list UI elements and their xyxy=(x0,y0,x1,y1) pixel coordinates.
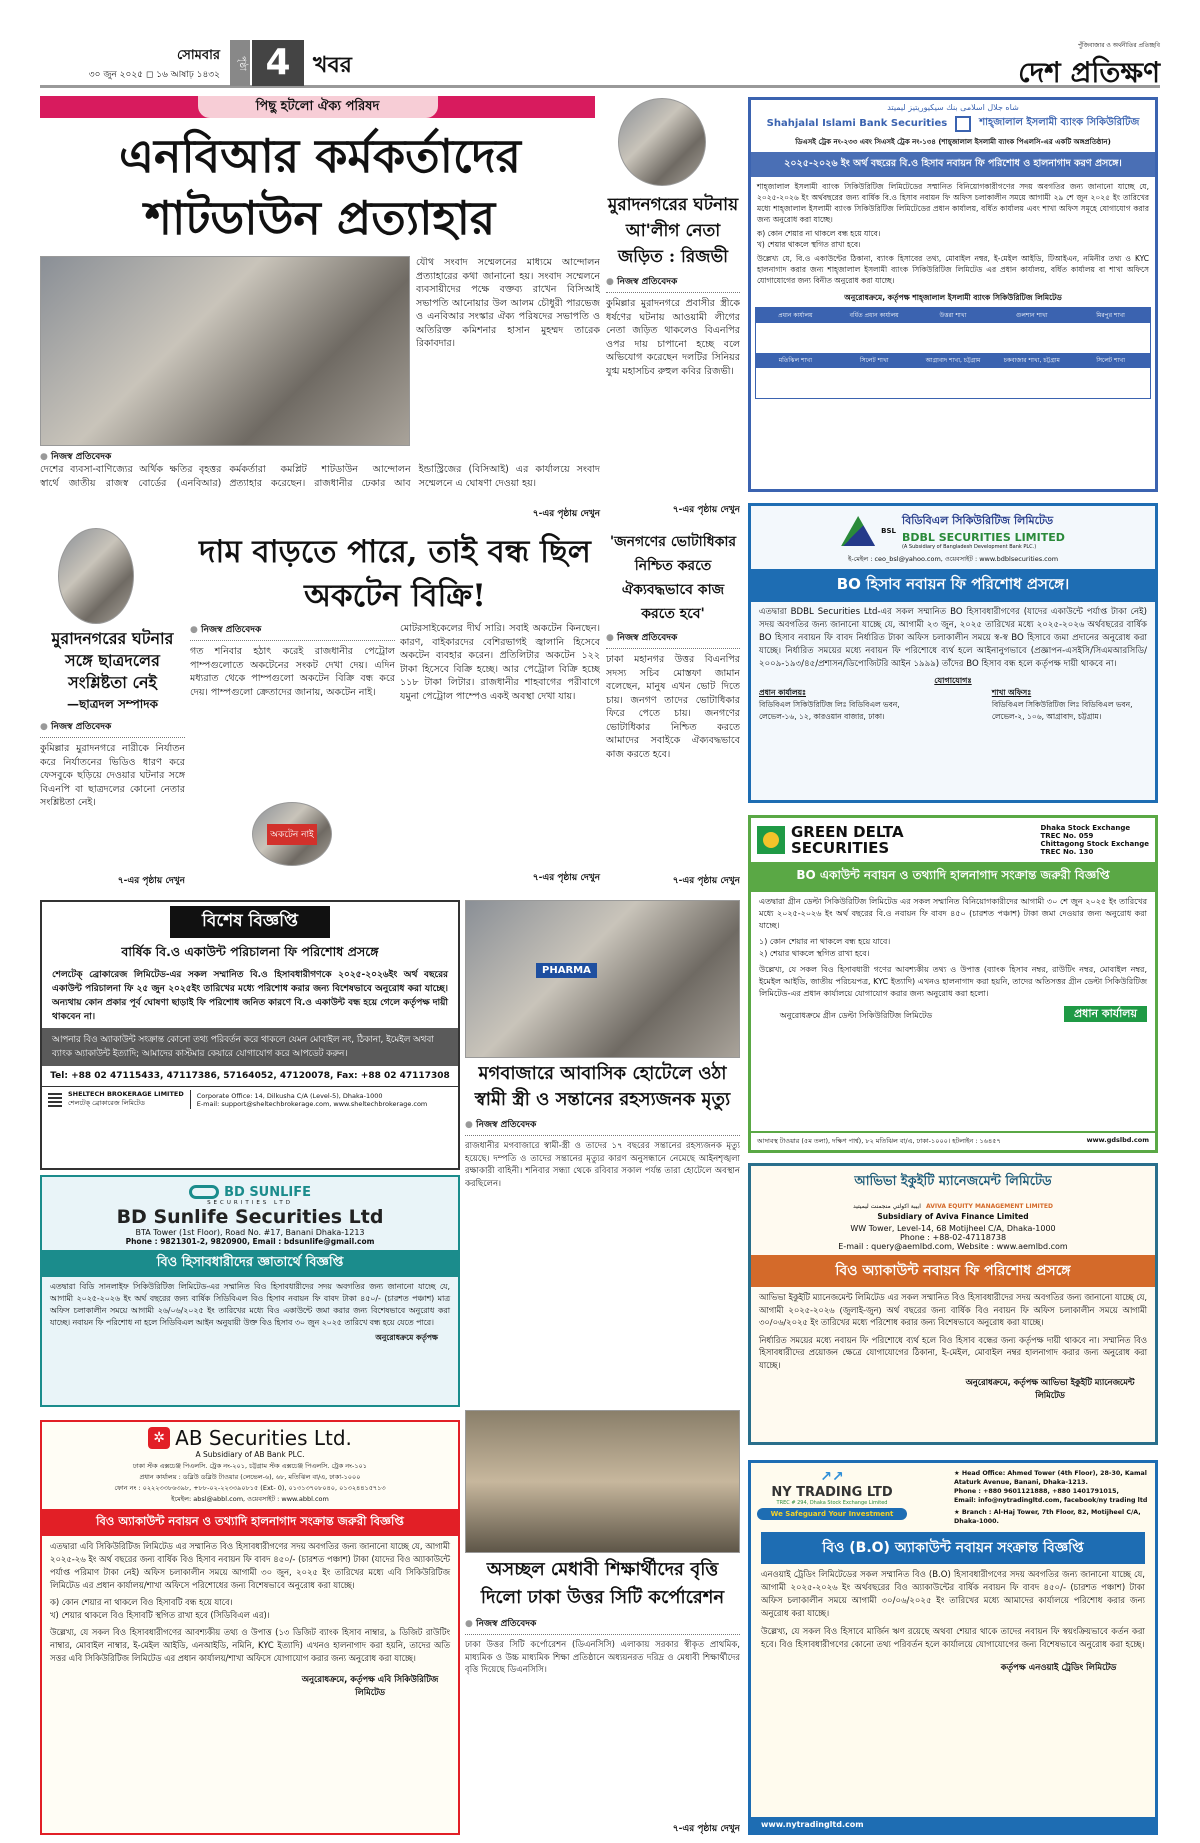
table-header: মতিঝিল শাখা xyxy=(756,353,835,368)
octane-body-continued: মোটরসাইকেলের দীর্ঘ সারি। সবাই অকটেন কিনছেন। কারণ, বাইকারদের বেশিরভাগই জ্বালানি হিসেবে অকটেন ব্যবহার করেন। প্রতিলিটার অকটেন ১২২ টাকা হিসেবে বিক্রি হচ্ছে। আর পেট্রোল বিক্রি হচ্ছে ১১৮ টাকা লিটার। রাজধানীর শাহবাগের পরীবাগে যমুনা পেট্রোল পাম্পেও একই অবস্থা দেখা যায়। xyxy=(400,623,600,702)
rizvi-more-link[interactable]: ৭-এর পৃষ্ঠায় দেখুন xyxy=(672,505,740,515)
sheltech-logo-icon xyxy=(48,1093,62,1107)
lead-body-continued: দেশের ব্যবসা-বাণিজ্যের অর্থিক ক্ষতির বৃহত্তর স্বার্থে জাতীয় রাজস্ব বোর্ডের (এনবিআর) কর্মকর্তারা কমপ্লিট শাটডাউন আন্দোলন প্রত্যাহার করেছেন। রাজধানীর ঢেকার আব ইন্ডাস্ট্রিজের (বিসিআই) এর কার্যালয়ে সংবাদ সম্মেলনে এ ঘোষণা দেওয়া হয়। xyxy=(40,464,600,489)
greendelta-website[interactable]: www.gdslbd.com xyxy=(1086,1136,1149,1144)
nytrading-website[interactable]: www.nytradingltd.com xyxy=(751,1817,1155,1832)
greendelta-trec-2: TREC No. 130 xyxy=(1040,848,1094,856)
shahjalal-item-a: ক) কোন শেয়ার না থাকলে বন্ধ হয়ে যাবে। xyxy=(757,229,881,238)
masthead-logo: দেশ প্রতিক্ষণ xyxy=(1018,56,1160,89)
octane-headline[interactable]: দাম বাড়তে পারে, তাই বন্ধ ছিল অকটেন বিক্রি! xyxy=(199,534,591,614)
ad-nytrading xyxy=(748,1460,1158,1835)
header-date: ৩০ জুন ২০২৫ ◻ ১৬ আষাঢ় ১৪৩২ xyxy=(88,70,220,80)
bdsunlife-logo: BD SUNLIFE xyxy=(224,1185,311,1200)
shahjalal-name-en: Shahjalal Islami Bank Securities xyxy=(766,118,948,129)
scholarship-more-link[interactable]: ৭-এর পৃষ্ঠায় দেখুন xyxy=(672,1824,740,1834)
greendelta-body: এতদ্বারা গ্রীন ডেল্টা সিকিউরিটিজ লিমিটেড এর সকল সম্মানিত বিনিয়োগকারীদের আগামী ৩০ শে জুন ২০২৫ ইং তারিখের মধ্যে ২০২৫-২০২৬ ইং অর্থ বছরের বি.ও নবায়ন ফি বাবদ ৪৫০ (চারশত পঞ্চাশ) টাকা জমা দেওয়ার জন্য অনুরোধ করা যাচ্ছে। xyxy=(759,897,1147,930)
nytrading-sign: কর্তৃপক্ষ এনওয়াই ট্রেডিং লিমিটেড xyxy=(1000,1663,1117,1673)
shahjalal-body2: উল্লেখ্য যে, বি.ও একাউন্টের ঠিকানা, ব্যাংক হিসাবের তথ্য, মোবাইল নম্বর, ই-মেইল আইডি, টিআইএন, নমিনীর তথ্য ও KYC হালনাগাদ করার জন্য শাহ্জালাল ইসলামী ব্যাংক সিকিউরিটিজ লিমিটেড এর প্রধান কার্যালয়, বর্ধিত কার্যালয় বা শাখা অফিসে যোগাযোগের জন্য বিনীত অনুরোধ করা যাচ্ছে। xyxy=(757,254,1149,285)
masthead-tagline: পুঁজিবাজার ও অর্থনীতির প্রতিচ্ছবি xyxy=(1077,42,1160,49)
ad-absecurities xyxy=(40,1420,460,1835)
lead-body: যৌথ সংবাদ সম্মেলনের মাধ্যমে আন্দোলন প্রত্যাহারের কথা জানানো হয়। সংবাদ সম্মেলনে ব্যবসায়ীদের পক্ষে বক্তব্য রাখেন বিসিআই সভাপতি আনোয়ার উল আলম চৌধুরী পারভেজ ও এনবিআর সংস্কার ঐক্য পরিষদের সভাপতি ও অতিরিক্ত কমিশনার হাসান মুহম্মদ তারেক রিকাবদার। xyxy=(416,257,600,349)
scholarship-headline[interactable]: অসচ্ছল মেধাবী শিক্ষার্থীদের বৃত্তি দিলো ঢাকা উত্তর সিটি কর্পোরেশন xyxy=(480,1559,725,1608)
bdbl-branch-label: শাখা অফিসঃ xyxy=(991,688,1032,697)
shahjalal-item-b: খ) শেয়ার থাকলে স্থগিত রাখা হবে। xyxy=(757,240,861,249)
voting-body: ঢাকা মহানগর উত্তর বিএনপির সদস্য সচিব মোস্তফা জামান বলেছেন, মানুষ এখন ভোট দিতে চায়। জনগণ তাদের ভোটাধিকার ফিরে পেতে চায়। জনগণের ভোটাধিকার নিশ্চিত করতে আমাদের সবাইকে ঐক্যবদ্ধভাবে কাজ করতে হবে। xyxy=(606,654,740,760)
table-header: চকবাজার শাখা, চট্টগ্রাম xyxy=(992,353,1071,368)
lead-kicker-bar xyxy=(40,96,595,118)
bdsunlife-body: এতদ্বারা বিডি সানলাইফ সিকিউরিটিজ লিমিটেড-এর সম্মানিত বিও হিসাবধারীদের সদয় অবগতির জন্য জানানো যাচ্ছে যে, আগামী ২০২৫-২০২৬ ইং অর্থ বছরের জন্য বার্ষিক সিডিবিএল বিও হিসাব নবায়ন ফি বাবদ টাকা ৪৫০/- (চারশত পঞ্চাশ) মাত্র অফিস চলাকালীন সময়ে আগামী ২৬/০৬/২০২৫ ইং তারিখের মধ্যে বিও একাউন্টে জমা করার জন্য বিশেষভাবে অনুরোধ করা যাচ্ছে। নবায়ন ফি পরিশোধ না হলে সিডিবিএল আইন অনুযায়ী উক্ত বিও হিসাব ৩০ জুন ২০২৫ তারিখে বন্ধ হয়ে যেতে পারে। xyxy=(50,1282,450,1327)
rizvi-photo xyxy=(618,98,706,186)
scholarship-byline: ● নিজস্ব প্রতিবেদক xyxy=(465,1616,740,1635)
scholarship-body: ঢাকা উত্তর সিটি কর্পোরেশন (ডিএনসিসি) এলাকায় সরকার স্বীকৃত প্রাথমিক, মাধ্যমিক ও উচ্চ মাধ্যমিক শিক্ষা প্রতিষ্ঠানে অধ্যয়নরত দরিদ্র ও মেধাবী শিক্ষার্থীদের বৃত্তি দিয়েছে ডিএনসিসি। xyxy=(465,1640,740,1675)
shahjalal-branch-table xyxy=(755,307,1151,399)
bdsunlife-address: BTA Tower (1st Floor), Road No. #17, Banani Dhaka-1213 xyxy=(135,1228,365,1237)
section-name: খবর xyxy=(313,53,352,78)
chhatradal-subhead: —ছাত্রদল সম্পাদক xyxy=(66,697,158,711)
bdsunlife-logo-icon xyxy=(189,1185,219,1199)
greendelta-exchange-1: Dhaka Stock Exchange xyxy=(1040,824,1131,832)
table-header: প্রধান কার্যালয় xyxy=(756,308,835,323)
voting-headline[interactable]: 'জনগণের ভোটাধিকার নিশ্চিত করতে ঐক্যবদ্ধভাবে কাজ করতে হবে' xyxy=(609,534,737,622)
chhatradal-body: কুমিল্লার মুরাদনগরে নারীকে নির্যাতন করে নির্যাতনের ভিডিও ধারণ করে ফেসবুকে ছড়িয়ে দেওয়ার ঘটনার সঙ্গে বিএনপি বা ছাত্রদলের কোনো নেতার সংশ্লিষ্টতা নেই। xyxy=(40,743,185,808)
octane-byline: ● নিজস্ব প্রতিবেদক xyxy=(190,622,395,641)
greendelta-exchange-2: Chittagong Stock Exchange xyxy=(1040,840,1149,848)
scholarship-photo xyxy=(465,1410,740,1553)
hotel-body: রাজধানীর মগবাজারে স্বামী-স্ত্রী ও তাদের ১৭ বছরের সন্তানের রহস্যজনক মৃত্যু হয়েছে। দম্পতি ও তাদের সন্তানের মৃত্যুর কারণ অনুসন্ধানে নেমেছে আইনশৃঙ্খলা রক্ষাকারী বাহিনী। শনিবার সন্ধ্যা থেকে রবিবার সকাল পর্যন্ত তারা হোটেলে অবস্থান করছিলেন। xyxy=(465,1141,740,1189)
nytrading-branch: ★ Branch : Al-Haj Tower, 7th Floor, 82, Motijheel C/A, Dhaka-1000. xyxy=(954,1509,1141,1525)
aviva-name-en: AVIVA EQUITY MANAGEMENT LIMITED xyxy=(926,1203,1053,1210)
sheltech-email: E-mail: support@sheltechbrokerage.com, www.sheltechbrokerage.com xyxy=(196,1099,428,1108)
aviva-body2: নির্ধারিত সময়ের মধ্যে নবায়ন ফি পরিশোধে ব্যর্থ হলে বিও হিসাব বন্ধের জন্য কর্তৃপক্ষ দায়ী থাকবে না। সম্মানিত বিও হিসাবধারীদের প্রয়োজন ক্ষেত্রে যোগাযোগের ঠিকানা, ই-মেইল, মোবাইল নম্বর হালনাগাদ করার জন্য অনুরোধ করা যাচ্ছে। xyxy=(759,1334,1147,1370)
greendelta-name: GREEN DELTA SECURITIES xyxy=(791,823,904,857)
chhatradal-more-link[interactable]: ৭-এর পৃষ্ঠায় দেখুন xyxy=(117,876,185,886)
aviva-name-bn: আভিভা ইকুইটি ম্যানেজমেন্ট লিমিটেড xyxy=(854,1174,1052,1189)
aviva-subsidiary: Subsidiary of Aviva Finance Limited xyxy=(877,1212,1029,1221)
ad-sheltech xyxy=(40,900,460,1170)
chhatradal-headline[interactable]: মুরাদনগরের ঘটনার সঙ্গে ছাত্রদলের সংশ্লিষ্টতা নেই xyxy=(51,629,174,692)
bdbl-logo xyxy=(841,516,875,546)
table-header: সিলেট শাখা xyxy=(835,353,914,368)
bdbl-subsidiary: (A Subsidiary of Bangladesh Development Bank PLC.) xyxy=(901,544,1037,550)
sheltech-body: শেলটেক্ ব্রোকারেজ লিমিটেড-এর সকল সম্মানিত বি.ও হিসাবধারীগণকে ২০২৫-২০২৬ইং অর্থ বছরের একাউন্ট পরিচালনা ফি ২৫ জুন ২০২৫ইং তারিখের মধ্যে পরিশোধ করার জন্য বিশেষভাবে অনুরোধ করা যাচ্ছে। অন্যথায় কোন প্রকার পূর্ব ঘোষণা ছাড়াই ফি পরিশোধ জনিত কারণে বি.ও একাউন্ট বন্ধ হয়ে গেলে কর্তৃপক্ষ দায়ী থাকবেন না। xyxy=(52,970,448,1022)
ad-aviva xyxy=(748,1163,1158,1445)
absec-sign: অনুরোধক্রমে, কর্তৃপক্ষ এবি সিকিউরিটিজ লিমিটেড xyxy=(301,1674,439,1697)
nytrading-slogan: We Safeguard Your Investment xyxy=(757,1508,907,1520)
aviva-title: বিও অ্যাকাউন্ট নবায়ন ফি পরিশোধ প্রসঙ্গে xyxy=(751,1255,1155,1287)
hotel-headline[interactable]: মগবাজারে আবাসিক হোটেলে ওঠা স্বামী স্ত্রী ও সন্তানের রহস্যজনক মৃত্যু xyxy=(474,1063,731,1110)
bdsunlife-name: BD Sunlife Securities Ltd xyxy=(116,1206,384,1228)
bdbl-title: BO হিসাব নবায়ন ফি পরিশোধ প্রসঙ্গে। xyxy=(751,569,1155,602)
table-header: মিরপুর শাখা xyxy=(1071,308,1150,323)
aviva-body: আভিভা ইকুইটি ম্যানেজমেন্ট লিমিটেড এর সকল সম্মানিত বিও হিসাবধারীদের সদয় অবগতির জন্য জানানো যাচ্ছে যে, আগামী ২০২৫-২০২৬ (জুলাই-জুন) অর্থ বছরের জন্য বার্ষিক বিও নবায়ন ফি অফিস চলাকালীন সময়ে আগামী ৩০/০৬/২০২৫ ইং তারিখের মধ্যে পরিশোধ করার জন্য বিশেষভাবে অনুরোধ করা যাচ্ছে। xyxy=(759,1292,1147,1327)
nytrading-name: NY TRADING LTD xyxy=(771,1485,893,1500)
nytrading-email: Email: info@nytradingltd.com, facebook/ny trading ltd xyxy=(954,1497,1148,1504)
absec-title: বিও অ্যাকাউন্ট নবায়ন ও তথ্যাদি হালনাগাদ সংক্রান্ত জরুরী বিজ্ঞপ্তি xyxy=(42,1509,458,1536)
greendelta-item-1: ১) কোন শেয়ার না থাকলে বন্ধ হয়ে যাবে। xyxy=(759,937,891,946)
lead-headline[interactable]: এনবিআর কর্মকর্তাদের শাটডাউন প্রত্যাহার xyxy=(119,129,521,245)
voting-more-link[interactable]: ৭-এর পৃষ্ঠায় দেখুন xyxy=(672,876,740,886)
octane-photo-sign: অকটেন নাই xyxy=(267,824,317,845)
greendelta-body2: উল্লেখ্য, যে সকল বিও হিসাবধারী গণের আবশ্যকীয় তথ্য ও উপাত্ত (ব্যাংক হিসাব নম্বর, রাউটিং নম্বর, মোবাইল নম্বর, ইমেইল আইডি, জাতীয় পরিচয়পত্র, KYC ইত্যাদি) এখনও হালনাগাদ করা হয়নি, তাদের অতিসত্তর গ্রীন ডেল্টা সিকিউরিটিজ লিমিটেড-এর প্রধান কার্যালয়ে যোগাযোগ করার জন্য অনুরোধ করা হলো। xyxy=(759,965,1147,998)
bdbl-name-en: BDBL SECURITIES LIMITED xyxy=(901,531,1065,544)
rizvi-byline: ● নিজস্ব প্রতিবেদক xyxy=(606,274,740,293)
bdsunlife-sign: অনুরোধক্রমে কর্তৃপক্ষ xyxy=(375,1333,438,1342)
aviva-phone: Phone : +88-02-47118738 xyxy=(899,1233,1007,1242)
nytrading-body2: উল্লেখ্য, যে সকল বিও হিসাবে মার্জিন ঋণ রয়েছে অথবা শেয়ার থাকে তাদের নবায়ন ফি স্বয়ংক্রিয়ভাবে কর্তন করা হবে। বিও হিসাবধারীগণের কোনো তথ্য পরিবর্তন হলে কার্যালয়ে যোগাযোগের জন্য বিশেষভাবে অনুরোধ করা হচ্ছে। xyxy=(761,1627,1145,1650)
sheltech-update-notice: আপনার বিও অ্যাকাউন্ট সংক্রান্ত কোনো তথ্য পরিবর্তন করে থাকলে যেমন মোবাইল নং, ঠিকানা, ইমেইল অথবা ব্যাংক অ্যাকাউন্ট ইত্যাদি; আমাদের কাস্টমার কেয়ারে যোগাযোগ করে আপডেট করুন। xyxy=(42,1028,458,1066)
sheltech-name-en: SHELTECH BROKERAGE LIMITED xyxy=(68,1090,184,1098)
nytrading-body: এনওয়াই ট্রেডিং লিমিটেডের সকল সম্মানিত বিও (B.O) হিসাবধারীগণের সদয় অবগতির জন্য জানানো যাচ্ছে যে, আগামী ২০২৫-২০২৬ ইং অর্থবছরের বিও অ্যাকাউন্টের বার্ষিক নবায়ন ফি বাবদ ৪৫০/- (চারশত পঞ্চাশ) টাকা অফিস চলাকালীন সময়ে আগামী ৩০/০৬/২০২৫ ইং তারিখের মধ্যে আমাদের কার্যালয়ে পরিশোধ করার জন্য অনুরোধ করা যাচ্ছে। xyxy=(761,1570,1145,1619)
lead-photo xyxy=(40,256,410,446)
lead-kicker: পিছু হটলো ঐক্য পরিষদ xyxy=(198,96,438,118)
lead-more-link[interactable]: ৭-এর পৃষ্ঠায় দেখুন xyxy=(532,509,600,519)
bdsunlife-phone: Phone : 9821301-2, 9820900, Email : bdsunlife@gmail.com xyxy=(125,1237,375,1246)
page-header xyxy=(40,40,1160,88)
ad-greendelta xyxy=(748,815,1158,1153)
absec-office: প্রধান কার্যালয় : ডব্লিউ ডব্লিউ টাওয়ার (লেভেল-৬), ৬৮, মতিঝিল বা/এ, ঢাকা-১০০০ xyxy=(139,1473,361,1481)
table-header: আগ্রাবাদ শাখা, চট্টগ্রাম xyxy=(914,353,993,368)
sheltech-banner: বিশেষ বিজ্ঞপ্তি xyxy=(170,906,330,938)
shahjalal-name-bn: শাহ্জালাল ইসলামী ব্যাংক সিকিউরিটিজ xyxy=(979,117,1140,128)
bdbl-branch-address: বিডিবিএল সিকিউরিটিজ লিঃ বিডিবিএল ভবন, লেভেল-২, ১০৬, আগ্রাবাদ, চট্টগ্রাম। xyxy=(991,700,1133,721)
absec-email: ইমেইল: absl@abbl.com, ওয়েবসাইট : www.abbl.com xyxy=(171,1495,329,1503)
absec-trec: ঢাকা স্টক এক্সচেঞ্জ পিএলসি. ট্রেক নং-২০১, চট্টগ্রাম স্টক এক্সচেঞ্জ পিএলসি. ট্রেক নং-১০১ xyxy=(133,1462,367,1470)
table-header: গুলশান শাখা xyxy=(992,308,1071,323)
ad-bdbl xyxy=(748,503,1158,803)
absec-body: এতদ্বারা এবি সিকিউরিটিজ লিমিটেড এর সম্মানিত বিও হিসাবধারীগণের সদয় অবগতির জন্য জানানো যাচ্ছে যে, আগামী ২০২৫-২৬ ইং অর্থ বছরের জন্য বার্ষিক বিও হিসাব নবায়ন ফি বাবদ ৪৫০/- (চারশত পঞ্চাশ) টাকা (যাদের বিও অ্যাকাউন্টে পর্যাপ্ত পরিমাণ টাকা নেই) অফিস চলাকালীন সময়ে আগামী ৩০ জুন, ২০২৫ ইং তারিখের মধ্যে এবি সিকিউরিটিজ লিমিটেড এর প্রধান কার্যালয়/শাখা অফিসে পরিশোধের জন্য বিশেষভাবে অনুরোধ করা যাচ্ছে। xyxy=(50,1541,450,1590)
rizvi-headline[interactable]: মুরাদনগরের ঘটনায় আ'লীগ নেতা জড়িত : রিজভী xyxy=(607,195,739,267)
greendelta-office: প্রধান কার্যালয় xyxy=(1064,1006,1147,1022)
shahjalal-sign: অনুরোধক্রমে, কর্তৃপক্ষ শাহ্জালাল ইসলামী ব্যাংক সিকিউরিটিজ লিমিটেড xyxy=(844,293,1062,302)
sheltech-office: Corporate Office: 14, Dilkusha C/A (Level-5), Dhaka-1000 xyxy=(196,1091,383,1100)
bdbl-body: এতদ্বারা BDBL Securities Ltd-এর সকল সম্মানিত BO হিসাবধারীগণের (যাদের একাউন্টে পর্যাপ্ত টাকা নেই) সদয় অবগতির জন্য জানানো যাচ্ছে যে, আগামী ২৩ জুন, ২০২৫ তারিখের মধ্যে ২০২৫-২০২৬ অর্থবছরের বার্ষিক BO হিসাব নবায়ন ফি বাবদ নির্ধারিত টাকা অফিস চলাকালীন সময়ে স্ব-স্ব BO হিসাবে জমা প্রদানের অনুরোধ করা যাচ্ছে। নির্ধারিত সময়ের মধ্যে নবায়ন ফি পরিশোধে ব্যর্থ হলে আইনানুগভাবে (প্রজ্ঞাপন-এসইসি/সিএমআরসিডি/ ২০০৯-১৯৩/৪৫/প্রশাসন/ডিপোজিটরি আইন ১৯৯৯) তাঁদের BO হিসাব বন্ধ হলে কর্তৃপক্ষ দায়ী থাকবে না। xyxy=(759,607,1147,669)
greendelta-address: আদাবস্থ টাওয়ার (৫ম তলা), দক্ষিণ পার্শ্ব), ৮২ মতিঝিল বা/এ, ঢাকা-১০০০। হটলাইন : ১৬৪৫৭ xyxy=(757,1137,1001,1145)
greendelta-item-2: ২) শেয়ার থাকলে স্থগিত রাখা হবে। xyxy=(759,949,870,958)
absec-name: AB Securities Ltd. xyxy=(175,1426,352,1450)
rizvi-body: কুমিল্লার মুরাদনগরে প্রবাসীর স্ত্রীকে ধর্ষণের ঘটনায় আওয়ামী লীগের নেতা জড়িত থাকলেও বিএনপির ওপর দায় চাপানো হচ্ছে বলে অভিযোগ করেছেন দলটির সিনিয়র যুগ্ম মহাসচিব রুহুল কবির রিজভী। xyxy=(606,298,740,377)
octane-more-link[interactable]: ৭-এর পৃষ্ঠায় দেখুন xyxy=(532,873,600,883)
hotel-photo xyxy=(465,900,740,1058)
shahjalal-logo-icon xyxy=(955,116,971,132)
shahjalal-trec: ডিএসই ট্রেক নং-২৩৩ এবং সিএসই ট্রেক নং-১৩৪ (শাহ্জালাল ইসলামী ব্যাংক পিএলসি-এর একটি অঙ্গপ্রতিষ্ঠান) xyxy=(795,138,1111,146)
greendelta-sign: অনুরোধক্রমে গ্রীন ডেল্টা সিকিউরিটিজ লিমিটেড xyxy=(779,1011,933,1020)
aviva-name-ar: ابيبة اكولتي منجمنت ليميتيد xyxy=(853,1203,921,1210)
nytrading-logo-icon: ↗↗ xyxy=(820,1469,844,1485)
ad-shahjalal xyxy=(748,97,1158,492)
absec-logo-icon: ✲ xyxy=(148,1427,170,1449)
bdsunlife-title: বিও হিসাবধারীদের জ্ঞাতার্থে বিজ্ঞপ্তি xyxy=(42,1250,458,1277)
voting-byline: ● নিজস্ব প্রতিবেদক xyxy=(606,630,740,649)
page-number: 4 xyxy=(252,40,304,86)
bdbl-contact: ই-মেইল : ceo_bsl@yahoo.com, ওয়েবসাইট : www.bdblsecurities.com xyxy=(847,555,1059,563)
bdbl-logo-text: BSL xyxy=(881,527,896,535)
bdbl-head-office-address: বিডিবিএল সিকিউরিটিজ লিঃ বিডিবিএল ভবন, লেভেল-১৬, ১২, কারওয়ান বাজার, ঢাকা। xyxy=(759,700,900,721)
absec-phone: ফোন নং : ০২২২৩৩৮৬৩৯৮, +৮৮-০২-২২৩৩৯০৮১৫ (Ext- 0), ০১৩১৩৭০৮০৪০, ০১৩২৪৪১৫৭১৩ xyxy=(114,1484,386,1492)
aviva-email: E-mail : query@aemlbd.com, Website : www.aemlbd.com xyxy=(838,1242,1068,1251)
absec-subsidiary: A Subsidiary of AB Bank PLC. xyxy=(195,1450,305,1459)
nytrading-head-office: ★ Head Office: Ahmed Tower (4th Floor), 28-30, Kamal Ataturk Avenue, Banani, Dhaka-1213. xyxy=(954,1470,1147,1486)
bdsunlife-logo-sub: SECURITIES LTD xyxy=(207,1200,293,1206)
sheltech-tel: Tel: +88 02 47115433, 47117386, 57164052, 47120078, Fax: +88 02 47117308 xyxy=(42,1066,458,1087)
shahjalal-arabic: شاه جلال اسلامى بنك سيكيوريتيز ليميتد xyxy=(887,103,1019,112)
table-header: বর্ধিত প্রধান কার্যালয় xyxy=(835,308,914,323)
page-label: পৃষ্ঠা xyxy=(230,40,250,86)
nytrading-title: বিও (B.O) অ্যাকাউন্ট নবায়ন সংক্রান্ত বিজ্ঞপ্তি xyxy=(761,1532,1145,1564)
greendelta-logo-icon xyxy=(757,826,785,854)
hotel-photo-sign: PHARMA xyxy=(536,963,597,978)
chhatradal-byline: ● নিজস্ব প্রতিবেদক xyxy=(40,719,185,738)
hotel-byline: ● নিজস্ব প্রতিবেদক xyxy=(465,1117,740,1136)
absec-item-b: খ) শেয়ার থাকলে বিও হিসাবটি স্থগিত রাখা হবে (সিডিবিএল এর)। xyxy=(50,1610,270,1620)
sheltech-title: বার্ষিক বি.ও একাউন্ট পরিচালনা ফি পরিশোধ প্রসঙ্গে xyxy=(121,944,379,959)
ad-bdsunlife xyxy=(40,1175,460,1407)
absec-item-a: ক) কোন শেয়ার না থাকলে বিও হিসাবটি বন্ধ হয়ে যাবে। xyxy=(50,1597,233,1607)
shahjalal-title: ২০২৫-২০২৬ ইং অর্থ বছরের বি.ও হিসাব নবায়ন ফি পরিশোধ ও হালনাগাদ করণ প্রসঙ্গে। xyxy=(751,152,1155,177)
table-header: সিলেট শাখা xyxy=(1071,353,1150,368)
greendelta-title: BO একাউন্ট নবায়ন ও তথ্যাদি হালনাগাদ সংক্রান্ত জরুরী বিজ্ঞপ্তি xyxy=(751,862,1155,892)
sheltech-name-bn: শেলটেক্ ব্রোকারেজ লিমিটেড xyxy=(68,1099,145,1107)
shahjalal-body: শাহ্জালাল ইসলামী ব্যাংক সিকিউরিটিজ লিমিটেডের সম্মানিত বিনিয়োগকারীগণের সদয় অবগতির জন্য জানানো যাচ্ছে যে, ২০২৫-২০২৬ ইং অর্থবছরের জন্য বার্ষিক বি.ও হিসাব নবায়ন ফি অফিস চলাকালীন সময়ে আগামী ২৯ শে জুন ২০২৫ ইং তারিখের মধ্যে শাহ্জালাল ইসলামী ব্যাংক সিকিউরিটিজ লিমিটেডের প্রধান কার্যালয়, বর্ধিত কার্যালয় এবং শাখা অফিস সমূহে যোগাযোগ করার জন্য অনুরোধ করা যাচ্ছে। xyxy=(757,182,1149,224)
nytrading-trec: TREC # 294, Dhaka Stock Exchange Limited xyxy=(776,1500,888,1506)
nytrading-phone: Phone : +880 9601121888, +880 1401791015, xyxy=(954,1488,1119,1495)
chhatradal-photo xyxy=(58,528,134,624)
lead-photo-caption: ● নিজস্ব প্রতিবেদক xyxy=(40,449,160,467)
table-header: উত্তরা শাখা xyxy=(914,308,993,323)
octane-photo xyxy=(252,802,332,866)
octane-body: গত শনিবার হঠাৎ করেই রাজধানীর পেট্রোল পাম্পগুলোতে অকটেনের সংকট দেখা দেয়। এদিন মধ্যরাত থেকে পাম্পগুলো অকটেন বিক্রি বন্ধ করে দেয়। পাম্পগুলো ক্রেতাদের জানায়, অকটেন নাই। xyxy=(190,646,395,698)
header-day: সোমবার xyxy=(176,48,220,63)
absec-body2: উল্লেখ্য, যে সকল বিও হিসাবধারীগণের আবশ্যকীয় তথ্য ও উপাত্ত (১৩ ডিজিট ব্যাংক হিসাব নাম্বার, ৯ ডিজিট রাউটিং নাম্বার, মোবাইল নাম্বার, ই-মেইল আইডি, এনআইডি, নমিনি, KYC ইত্যাদি) এখনও হালনাগাদ করা হয়নি, তাদের অতি সত্তর এবি সিকিউরিটিজ লিমিটেড এর প্রধান কার্যালয়/শাখা অফিসে যোগাযোগ করার জন্য অনুরোধ করা যাচ্ছে। xyxy=(50,1627,450,1663)
aviva-sign: অনুরোধক্রমে, কর্তৃপক্ষ আভিভা ইকুইটি ম্যানেজমেন্ট লিমিটেড xyxy=(965,1377,1135,1400)
greendelta-trec-1: TREC No. 059 xyxy=(1040,832,1094,840)
aviva-address: WW Tower, Level-14, 68 Motijheel C/A, Dhaka-1000 xyxy=(850,1224,1056,1233)
bdbl-contact-label: যোগাযোগঃ xyxy=(934,676,972,685)
bdbl-head-office-label: প্রধান কার্যালয়ঃ xyxy=(759,688,806,697)
bdbl-name-bn: বিডিবিএল সিকিউরিটিজ লিমিটেড xyxy=(901,514,1054,527)
